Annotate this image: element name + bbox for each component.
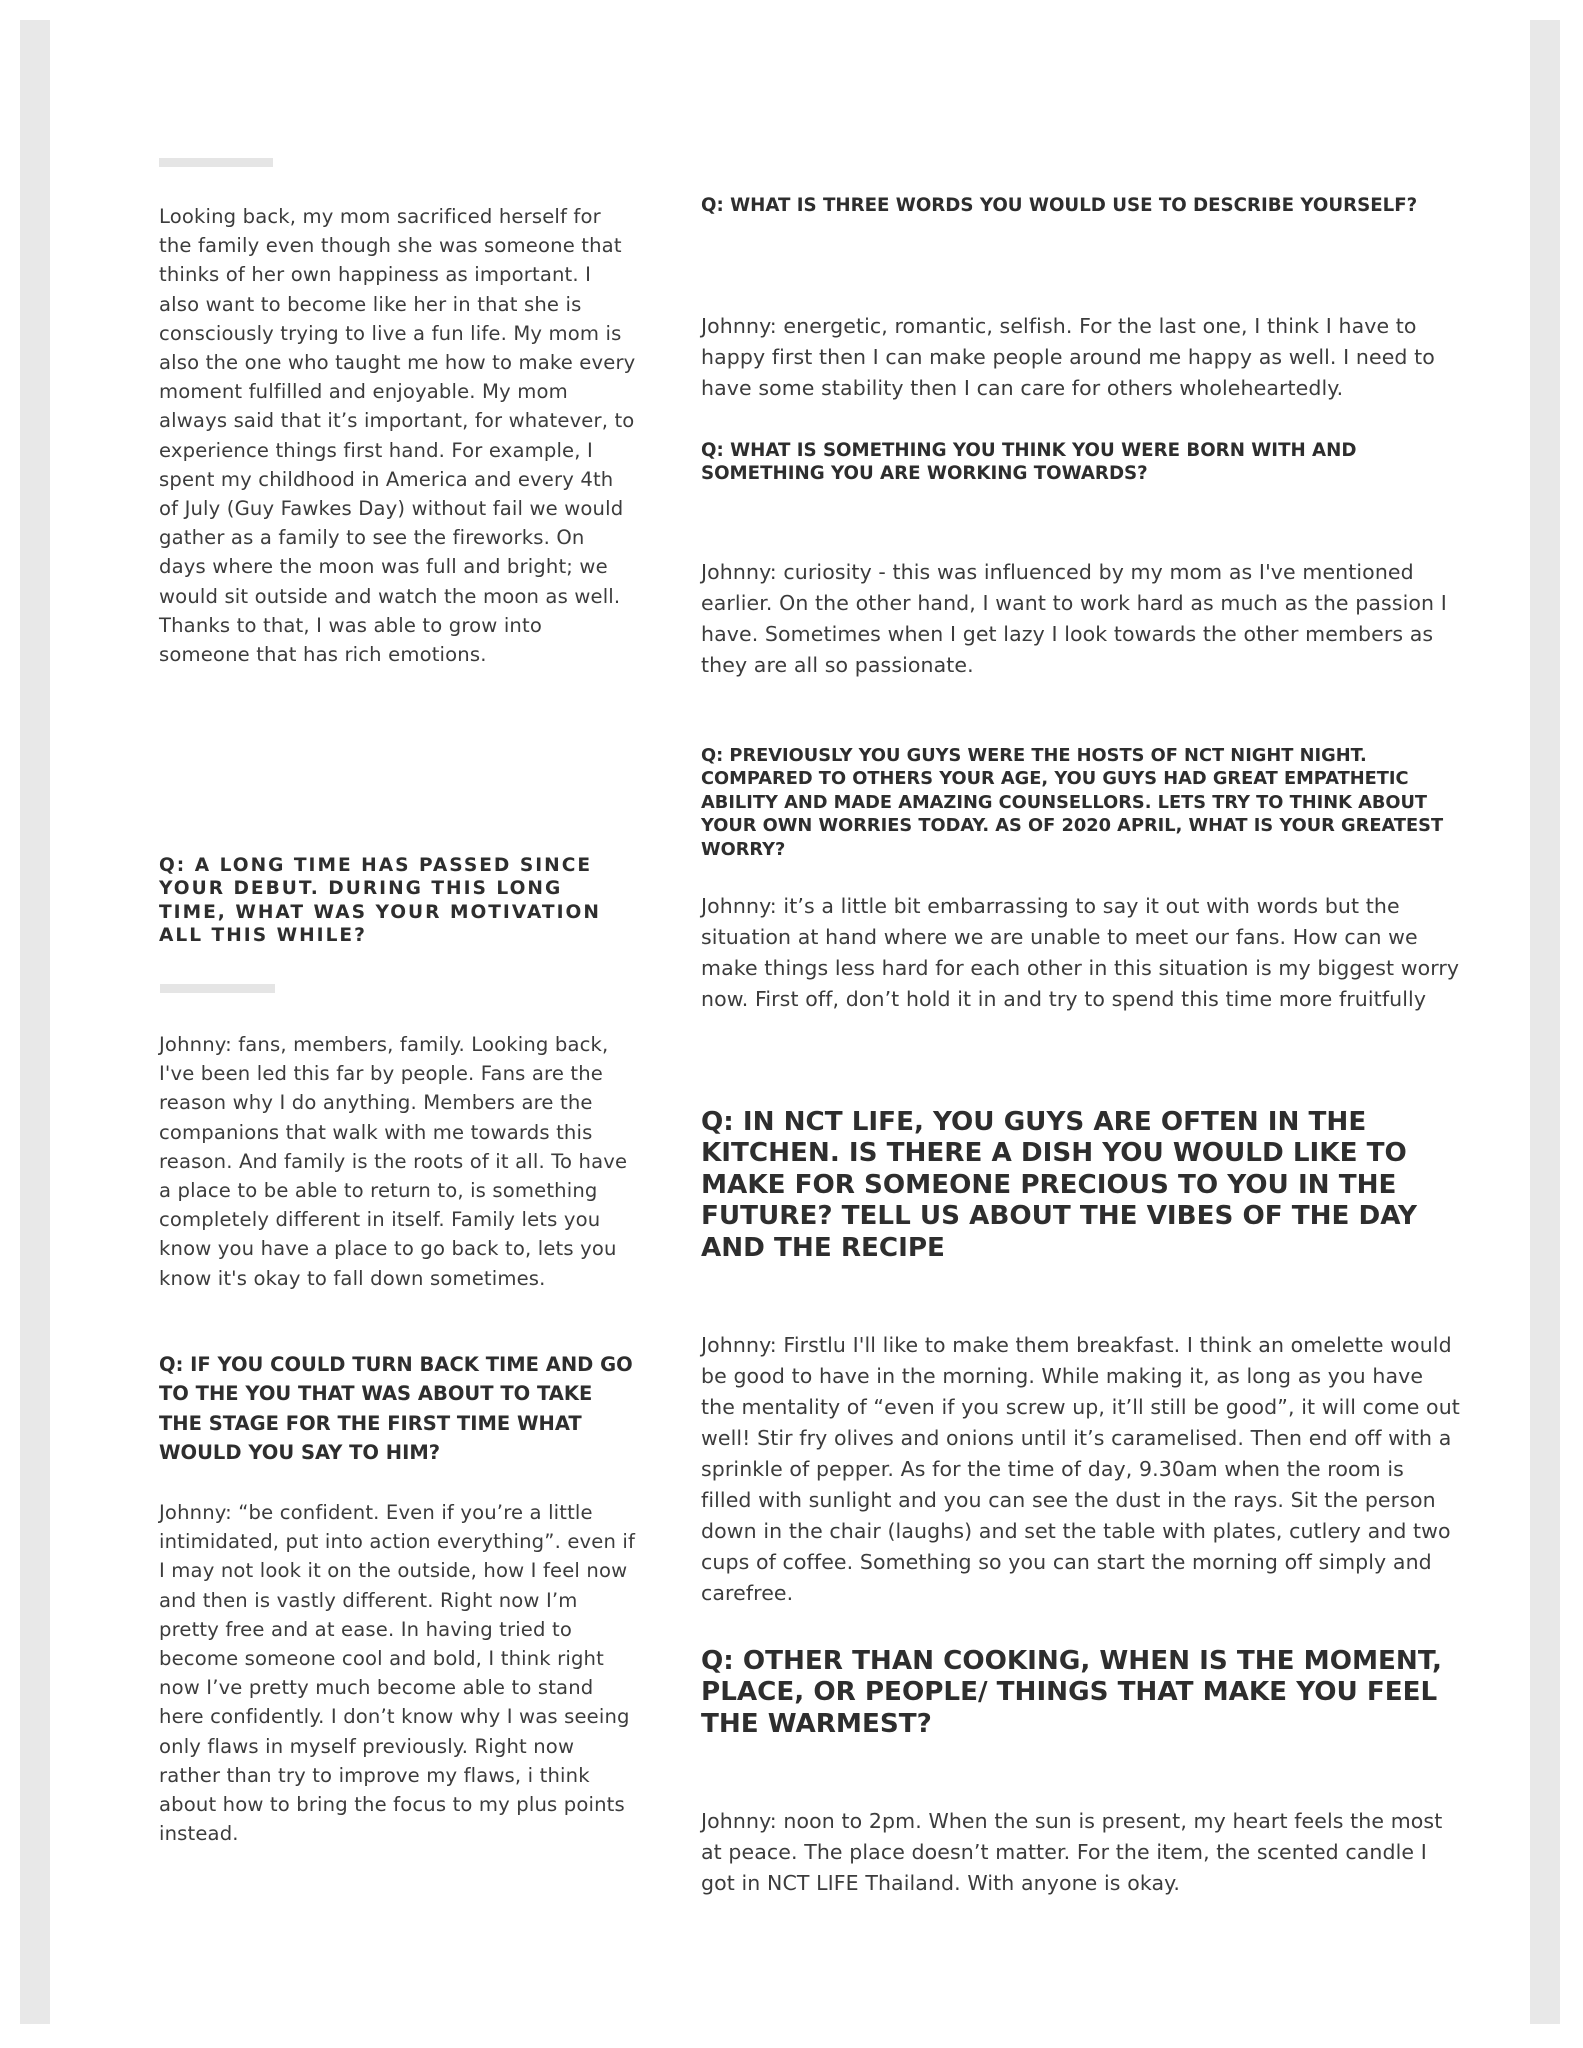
left-margin-bar xyxy=(20,20,50,2024)
answer-warmest-moment: Johnny: noon to 2pm. When the sun is present, my heart feels the most at peace. The place doesn’t matter. For the item, the scented candle I got in NCT LIFE Thailand. With anyone is okay. xyxy=(701,1809,1443,1895)
question-born-with: Q: WHAT IS SOMETHING YOU THINK YOU WERE BORN WITH AND SOMETHING YOU ARE WORKING TOWARDS? xyxy=(701,440,1357,485)
question-kitchen-dish: Q: IN NCT LIFE, YOU GUYS ARE OFTEN IN THE KITCHEN. IS THERE A DISH YOU WOULD LIKE TO MAKE FOR SOMEONE PRECIOUS TO YOU IN THE FUTURE? TELL US ABOUT THE VIBES OF THE DAY AND THE RECIPE xyxy=(701,1107,1417,1263)
top-divider xyxy=(159,158,273,167)
answer-three-words: Johnny: energetic, romantic, selfish. For the last one, I think I have to happy first then I can make people around me happy as well. I need to have some stability then I can care for others wholeheartedly. xyxy=(701,314,1435,400)
answer-motivation: Johnny: fans, members, family. Looking back, I've been led this far by people. Fans are the reason why I do anything. Members are the companions that walk with me towards this reason. And family is the roots of it all. To have a place to be able to return to, is something completely different in itself. Family lets you know you have a place to go back to, lets you know it's okay to fall down sometimes. xyxy=(159,1033,628,1290)
question-warmest-moment: Q: OTHER THAN COOKING, WHEN IS THE MOMENT, PLACE, OR PEOPLE/ THINGS THAT MAKE YOU FEEL THE WARMEST? xyxy=(701,1646,1442,1739)
intro-paragraph: Looking back, my mom sacrificed herself for the family even though she was someone that thinks of her own happiness as important. I also want to become like her in that she is consciously trying to live a fun life. My mom is also the one who taught me how to make every moment fulfilled and enjoyable. My mom always said that it’s important, for whatever, to experience things first hand. For example, I spent my childhood in America and every 4th of July (Guy Fawkes Day) without fail we would gather as a family to see the fireworks. On days where the moon was full and bright; we would sit outside and watch the moon as well. Thanks to that, I was able to grow into someone that has rich emotions. xyxy=(159,205,636,667)
mid-divider xyxy=(160,984,275,993)
question-turn-back-time: Q: IF YOU COULD TURN BACK TIME AND GO TO THE YOU THAT WAS ABOUT TO TAKE THE STAGE FOR THE FIRST TIME WHAT WOULD YOU SAY TO HIM? xyxy=(159,1353,633,1464)
answer-born-with: Johnny: curiosity - this was influenced by my mom as I've mentioned earlier. On the other hand, I want to work hard as much as the passion I have. Sometimes when I get lazy I look towards the other members as they are all so passionate. xyxy=(701,560,1447,677)
answer-turn-back-time: Johnny: “be confident. Even if you’re a little intimidated, put into action everything”. even if I may not look it on the outside, how I feel now and then is vastly different. Right now I’m pretty free and at ease. In having tried to become someone cool and bold, I think right now I’ve pretty much become able to stand here confidently. I don’t know why I was seeing only flaws in myself previously. Right now rather than try to improve my flaws, i think about how to bring the focus to my plus points instead. xyxy=(159,1501,636,1846)
right-margin-bar xyxy=(1530,20,1560,2024)
answer-greatest-worry: Johnny: it’s a little bit embarrassing to say it out with words but the situation at hand where we are unable to meet our fans. How can we make things less hard for each other in this situation is my biggest worry now. First off, don’t hold it in and try to spend this time more fruitfully xyxy=(701,894,1460,1011)
question-three-words: Q: WHAT IS THREE WORDS YOU WOULD USE TO DESCRIBE YOURSELF? xyxy=(701,195,1418,216)
question-greatest-worry: Q: PREVIOUSLY YOU GUYS WERE THE HOSTS OF NCT NIGHT NIGHT. COMPARED TO OTHERS YOUR AGE, YOU GUYS HAD GREAT EMPATHETIC ABILITY AND MADE AMAZING COUNSELLORS. LETS TRY TO THINK ABOUT YOUR OWN WORRIES TODAY. AS OF 2020 APRIL, WHAT IS YOUR GREATEST WORRY? xyxy=(701,745,1444,860)
answer-kitchen-dish: Johnny: Firstlu I'll like to make them breakfast. I think an omelette would be good to have in the morning. While making it, as long as you have the mentality of “even if you screw up, it’ll still be good”, it will come out well! Stir fry olives and onions until it’s caramelised. Then end off with a sprinkle of pepper. As for the time of day, 9.30am when the room is filled with sunlight and you can see the dust in the rays. Sit the person down in the chair (laughs) and set the table with plates, cutlery and two cups of coffee. Something so you can start the morning off simply and carefree. xyxy=(701,1333,1460,1605)
question-motivation: Q: A LONG TIME HAS PASSED SINCE YOUR DEBUT. DURING THIS LONG TIME, WHAT WAS YOUR MOTIVATION ALL THIS WHILE? xyxy=(159,855,601,947)
